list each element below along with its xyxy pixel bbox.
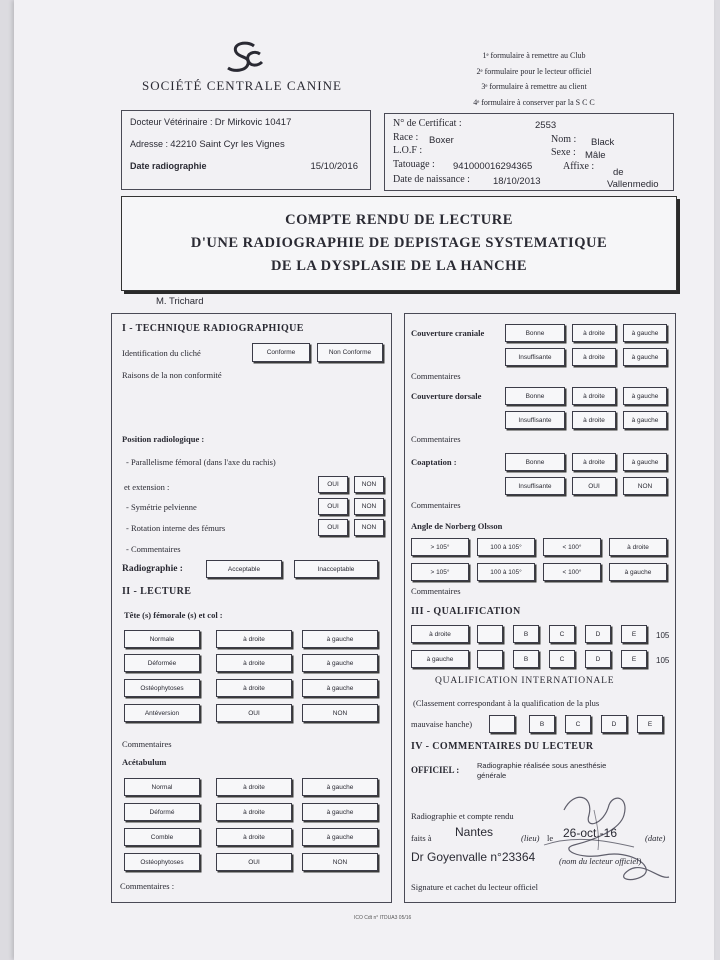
acet-deforme-droite-button[interactable] xyxy=(216,803,292,821)
scc-logo-icon xyxy=(224,40,264,76)
rotation-label: - Rotation interne des fémurs xyxy=(126,523,226,533)
lecture-commentaires-label: Commentaires xyxy=(122,739,172,749)
radiography-date-label: Date radiographie xyxy=(130,161,207,171)
left-column xyxy=(111,313,392,903)
qual-right-c-button[interactable] xyxy=(549,625,575,643)
qual-left-side-button[interactable] xyxy=(411,650,469,668)
tete-deformee-gauche-label: à gauche xyxy=(326,659,354,667)
craniale-insuf-gauche-button[interactable] xyxy=(623,348,667,366)
non-conforme-button[interactable] xyxy=(317,343,383,362)
qual-right-b-label: B xyxy=(523,630,529,638)
certificate-info-box xyxy=(384,113,674,191)
anteversion-non-button[interactable] xyxy=(302,704,378,722)
symetrie-oui-label: OUI xyxy=(327,503,339,510)
dorsale-droite-button[interactable] xyxy=(572,387,616,405)
dorsale-insuf-gauche-label: à gauche xyxy=(631,416,659,424)
symetrie-non-button[interactable] xyxy=(354,498,384,515)
qual-right-b-button[interactable] xyxy=(513,625,539,643)
norberg-right-100-105-button[interactable] xyxy=(477,538,535,556)
officiel-label: OFFICIEL : xyxy=(411,765,460,775)
parallelisme-label: - Parallelisme fémoral (dans l'axe du rachis) xyxy=(126,457,276,467)
qual-left-c-button[interactable] xyxy=(549,650,575,668)
acet-normal-gauche-button[interactable] xyxy=(302,778,378,796)
tete-normale-gauche-button[interactable] xyxy=(302,630,378,648)
norberg-left-gt105-label: > 105° xyxy=(430,568,450,576)
tete-osteophytoses-gauche-label: à gauche xyxy=(326,684,354,692)
tete-deformee-label: Déformée xyxy=(147,659,177,667)
reader-name: M. Trichard xyxy=(156,296,204,307)
acet-normal-droite-label: à droite xyxy=(243,783,265,791)
footer-form-code: ICO Cdt n° ITDUA3 05/16 xyxy=(354,915,412,921)
norberg-right-side-button[interactable] xyxy=(609,538,667,556)
tete-osteophytoses-droite-label: à droite xyxy=(243,684,265,692)
norberg-label: Angle de Norberg Olsson xyxy=(411,521,503,531)
name-label: Nom : xyxy=(551,134,577,145)
norberg-left-gt105-button[interactable] xyxy=(411,563,469,581)
intl-e-button[interactable] xyxy=(637,715,663,733)
copy-line-1: 1ᵉ formulaire à remettre au Club xyxy=(482,51,586,60)
intl-b-label: B xyxy=(539,720,545,728)
sex-label: Sexe : xyxy=(551,147,576,158)
address-label: Adresse : xyxy=(130,139,169,149)
symetrie-non-label: NON xyxy=(361,503,377,510)
craniale-gauche-button[interactable] xyxy=(623,324,667,342)
affix-value-2: Vallenmedio xyxy=(607,179,659,190)
qual-left-a-button[interactable] xyxy=(477,650,503,668)
tete-normale-droite-label: à droite xyxy=(243,635,265,643)
extension-label: et extension : xyxy=(124,482,170,492)
acet-deforme-gauche-label: à gauche xyxy=(326,808,354,816)
craniale-insuffisante-button[interactable] xyxy=(505,348,565,366)
rotation-non-button[interactable] xyxy=(354,519,384,536)
place-value: Nantes xyxy=(455,825,494,839)
acet-comble-droite-label: à droite xyxy=(243,833,265,841)
coaptation-non-button[interactable] xyxy=(623,477,667,495)
craniale-bonne-button[interactable] xyxy=(505,324,565,342)
name-value: Black xyxy=(591,137,615,148)
lof-label: L.O.F : xyxy=(393,145,423,156)
tete-deformee-button[interactable] xyxy=(124,654,200,672)
craniale-droite-button[interactable] xyxy=(572,324,616,342)
intl-b-button[interactable] xyxy=(529,715,555,733)
couverture-craniale-label: Couverture craniale xyxy=(411,328,485,338)
acet-deforme-button[interactable] xyxy=(124,803,200,821)
doctor-label: Docteur Vétérinaire : xyxy=(130,117,213,127)
norberg-right-gt105-label: > 105° xyxy=(430,543,450,551)
raisons-label: Raisons de la non conformité xyxy=(122,370,222,380)
qual-left-d-button[interactable] xyxy=(585,650,611,668)
dorsale-gauche-button[interactable] xyxy=(623,387,667,405)
tete-osteophytoses-droite-button[interactable] xyxy=(216,679,292,697)
sex-value: Mâle xyxy=(585,150,606,161)
dorsale-insuf-droite-button[interactable] xyxy=(572,411,616,429)
coaptation-gauche-button[interactable] xyxy=(623,453,667,471)
copy-line-3: 3ᵉ formulaire à remettre au client xyxy=(481,82,587,91)
intl-qualification-heading: QUALIFICATION INTERNATIONALE xyxy=(435,676,615,686)
race-value: Boxer xyxy=(429,135,454,146)
coaptation-droite-button[interactable] xyxy=(572,453,616,471)
address-value: 42210 Saint Cyr les Vignes xyxy=(170,139,285,150)
coaptation-oui-button[interactable] xyxy=(572,477,616,495)
officiel-value-line-2: générale xyxy=(477,771,507,780)
anteversion-label: Antéversion xyxy=(144,709,180,717)
le-label: le xyxy=(547,833,554,843)
title-line-2: D'UNE RADIOGRAPHIE DE DEPISTAGE SYSTEMATIQUE xyxy=(190,235,608,251)
title-line-1: COMPTE RENDU DE LECTURE xyxy=(285,212,513,228)
dorsale-commentaires-label: Commentaires xyxy=(411,434,461,444)
intl-a-button[interactable] xyxy=(489,715,515,733)
qual-left-b-button[interactable] xyxy=(513,650,539,668)
acetabulum-label: Acétabulum xyxy=(122,757,167,767)
commentaires-dash-label: - Commentaires xyxy=(126,544,181,554)
coaptation-non-label: NON xyxy=(637,482,653,490)
qual-right-e-label: E xyxy=(631,630,637,638)
lecture-heading: II - LECTURE xyxy=(122,586,192,597)
qualification-heading: III - QUALIFICATION xyxy=(411,606,521,617)
official-reader-label: (nom du lecteur officiel) xyxy=(559,856,642,866)
rotation-oui-label: OUI xyxy=(327,524,339,531)
norberg-left-100-105-button[interactable] xyxy=(477,563,535,581)
dorsale-bonne-label: Bonne xyxy=(525,392,545,400)
coaptation-gauche-label: à gauche xyxy=(631,458,659,466)
qual-right-a-button[interactable] xyxy=(477,625,503,643)
acet-osteophytoses-oui-label: OUI xyxy=(248,858,260,866)
coaptation-oui-label: OUI xyxy=(588,482,600,490)
lieu-label: (lieu) xyxy=(521,833,540,843)
cert-label: N° de Certificat : xyxy=(393,118,462,129)
qual-right-d-button[interactable] xyxy=(585,625,611,643)
norberg-right-side-label: à droite xyxy=(627,543,649,551)
intl-note-line-2: mauvaise hanche) xyxy=(411,719,473,729)
organization-name: SOCIÉTÉ CENTRALE CANINE xyxy=(142,78,342,93)
coaptation-droite-label: à droite xyxy=(583,458,605,466)
date-label: (date) xyxy=(645,833,666,843)
symetrie-label: - Symétrie pelvienne xyxy=(126,502,197,512)
tete-normale-label: Normale xyxy=(149,635,175,643)
intl-note-line-1: (Classement correspondant à la qualification de la plus xyxy=(413,698,600,708)
craniale-insuf-droite-label: à droite xyxy=(583,353,605,361)
acet-comble-label: Comble xyxy=(150,833,174,841)
acet-comble-gauche-label: à gauche xyxy=(326,833,354,841)
tete-normale-button[interactable] xyxy=(124,630,200,648)
acet-comble-gauche-button[interactable] xyxy=(302,828,378,846)
coaptation-insuffisante-label: Insuffisante xyxy=(518,482,552,490)
affix-label: Affixe : xyxy=(563,161,595,172)
qual-right-d-label: D xyxy=(595,630,601,638)
tete-deformee-droite-button[interactable] xyxy=(216,654,292,672)
coaptation-insuffisante-button[interactable] xyxy=(505,477,565,495)
rotation-oui-button[interactable] xyxy=(318,519,348,536)
symetrie-oui-button[interactable] xyxy=(318,498,348,515)
acet-osteophytoses-label: Ostéophytoses xyxy=(140,858,184,866)
tattoo-label: Tatouage : xyxy=(393,159,435,170)
acet-osteophytoses-non-label: NON xyxy=(332,858,348,866)
acceptable-button[interactable] xyxy=(206,560,282,578)
qual-right-e-button[interactable] xyxy=(621,625,647,643)
norberg-right-lt100-label: < 100° xyxy=(562,543,582,551)
tete-osteophytoses-gauche-button[interactable] xyxy=(302,679,378,697)
acet-deforme-gauche-button[interactable] xyxy=(302,803,378,821)
extension-non-label: NON xyxy=(361,481,377,488)
norberg-left-side-button[interactable] xyxy=(609,563,667,581)
norberg-right-gt105-button[interactable] xyxy=(411,538,469,556)
craniale-insuffisante-label: Insuffisante xyxy=(518,353,552,361)
dorsale-insuf-droite-label: à droite xyxy=(583,416,605,424)
signature-label: Signature et cachet du lecteur officiel xyxy=(411,882,539,892)
form-sheet xyxy=(14,0,714,960)
tete-osteophytoses-label: Ostéophytoses xyxy=(140,684,184,692)
race-label: Race : xyxy=(393,132,419,143)
norberg-left-lt100-label: < 100° xyxy=(562,568,582,576)
coaptation-label: Coaptation : xyxy=(411,457,457,467)
qual-right-value: 105 xyxy=(656,631,670,640)
birth-label: Date de naissance : xyxy=(393,174,470,185)
anteversion-non-label: NON xyxy=(332,709,348,717)
affix-value-1: de xyxy=(613,167,624,178)
non-conforme-label: Non Conforme xyxy=(328,349,372,356)
radiography-date-value: 15/10/2016 xyxy=(310,161,358,172)
tete-deformee-droite-label: à droite xyxy=(243,659,265,667)
dorsale-bonne-button[interactable] xyxy=(505,387,565,405)
comments-heading: IV - COMMENTAIRES DU LECTEUR xyxy=(411,741,594,752)
acet-comble-droite-button[interactable] xyxy=(216,828,292,846)
acet-deforme-droite-label: à droite xyxy=(243,808,265,816)
intl-c-label: C xyxy=(575,720,581,728)
qual-right-c-label: C xyxy=(559,630,565,638)
craniale-commentaires-label: Commentaires xyxy=(411,371,461,381)
intl-e-label: E xyxy=(647,720,653,728)
acet-normal-label: Normal xyxy=(151,783,173,791)
norberg-right-100-105-label: 100 à 105° xyxy=(490,543,522,551)
couverture-dorsale-label: Couverture dorsale xyxy=(411,391,482,401)
anteversion-oui-button[interactable] xyxy=(216,704,292,722)
acet-osteophytoses-non-button[interactable] xyxy=(302,853,378,871)
qual-right-side-label: à droite xyxy=(429,630,451,638)
craniale-droite-label: à droite xyxy=(583,329,605,337)
official-reader-value: Dr Goyenvalle n°23364 xyxy=(411,850,536,864)
qual-left-b-label: B xyxy=(523,655,529,663)
title-line-3: DE LA DYSPLASIE DE LA HANCHE xyxy=(270,258,528,274)
faits-label: faits à xyxy=(411,833,432,843)
craniale-insuf-droite-button[interactable] xyxy=(572,348,616,366)
qual-left-e-button[interactable] xyxy=(621,650,647,668)
acet-osteophytoses-oui-button[interactable] xyxy=(216,853,292,871)
copies-distribution-list xyxy=(434,48,634,110)
anteversion-oui-label: OUI xyxy=(248,709,260,717)
handwritten-signature-icon xyxy=(534,785,674,890)
tete-normale-gauche-label: à gauche xyxy=(326,635,354,643)
date-value: 26-oct.-16 xyxy=(563,826,618,840)
officiel-value-line-1: Radiographie réalisée sous anesthésie xyxy=(477,761,607,770)
extension-oui-button[interactable] xyxy=(318,476,348,493)
craniale-gauche-label: à gauche xyxy=(631,329,659,337)
conforme-button[interactable] xyxy=(252,343,310,362)
inacceptable-button[interactable] xyxy=(294,560,378,578)
conforme-label: Conforme xyxy=(266,349,296,356)
dorsale-insuf-gauche-button[interactable] xyxy=(623,411,667,429)
copy-line-4: 4ᵉ formulaire à conserver par la S C C xyxy=(473,97,595,107)
intl-c-button[interactable] xyxy=(565,715,591,733)
acceptable-label: Acceptable xyxy=(227,565,261,573)
qual-left-e-label: E xyxy=(631,655,637,663)
copy-line-2: 2ᵉ formulaire pour le lecteur officiel xyxy=(476,66,592,76)
tete-normale-droite-button[interactable] xyxy=(216,630,292,648)
qual-left-side-label: à gauche xyxy=(426,655,454,663)
craniale-insuf-gauche-label: à gauche xyxy=(631,353,659,361)
extension-non-button[interactable] xyxy=(354,476,384,493)
dorsale-insuffisante-button[interactable] xyxy=(505,411,565,429)
veterinarian-info-box xyxy=(121,110,371,190)
inacceptable-label: Inacceptable xyxy=(317,565,355,573)
norberg-left-lt100-button[interactable] xyxy=(543,563,601,581)
norberg-right-lt100-button[interactable] xyxy=(543,538,601,556)
norberg-commentaires-label: Commentaires xyxy=(411,586,461,596)
qual-left-d-label: D xyxy=(595,655,601,663)
acet-normal-gauche-label: à gauche xyxy=(326,783,354,791)
rotation-non-label: NON xyxy=(361,524,377,531)
report-title-box xyxy=(121,196,677,291)
identification-label: Identification du cliché xyxy=(122,348,201,358)
norberg-left-side-label: à gauche xyxy=(624,568,652,576)
position-label: Position radiologique : xyxy=(122,434,205,444)
acet-osteophytoses-button[interactable] xyxy=(124,853,200,871)
cert-value: 2553 xyxy=(535,120,557,131)
intl-d-button[interactable] xyxy=(601,715,627,733)
tete-deformee-gauche-button[interactable] xyxy=(302,654,378,672)
extension-oui-label: OUI xyxy=(327,481,339,488)
tattoo-value: 941000016294365 xyxy=(453,161,533,172)
tete-osteophytoses-button[interactable] xyxy=(124,679,200,697)
craniale-bonne-label: Bonne xyxy=(525,329,545,337)
radiographie-label: Radiographie : xyxy=(122,564,183,574)
acet-deforme-label: Déformé xyxy=(149,808,175,816)
qual-right-side-button[interactable] xyxy=(411,625,469,643)
birth-value: 18/10/2013 xyxy=(493,176,541,187)
dorsale-insuffisante-label: Insuffisante xyxy=(518,416,552,424)
dorsale-gauche-label: à gauche xyxy=(631,392,659,400)
acet-normal-droite-button[interactable] xyxy=(216,778,292,796)
qual-left-c-label: C xyxy=(559,655,565,663)
made-label: Radiographie et compte rendu xyxy=(411,811,514,821)
acet-comble-button[interactable] xyxy=(124,828,200,846)
qual-left-value: 105 xyxy=(656,656,670,665)
coaptation-commentaires-label: Commentaires xyxy=(411,500,461,510)
technique-heading: I - TECHNIQUE RADIOGRAPHIQUE xyxy=(122,323,304,334)
acet-commentaires-label: Commentaires : xyxy=(120,881,175,891)
doctor-value: Dr Mirkovic 10417 xyxy=(214,117,292,128)
intl-d-label: D xyxy=(611,720,617,728)
coaptation-bonne-button[interactable] xyxy=(505,453,565,471)
norberg-left-100-105-label: 100 à 105° xyxy=(490,568,522,576)
dorsale-droite-label: à droite xyxy=(583,392,605,400)
acet-normal-button[interactable] xyxy=(124,778,200,796)
tete-label: Tête (s) fémorale (s) et col : xyxy=(124,610,223,620)
coaptation-bonne-label: Bonne xyxy=(525,458,545,466)
anteversion-button[interactable] xyxy=(124,704,200,722)
